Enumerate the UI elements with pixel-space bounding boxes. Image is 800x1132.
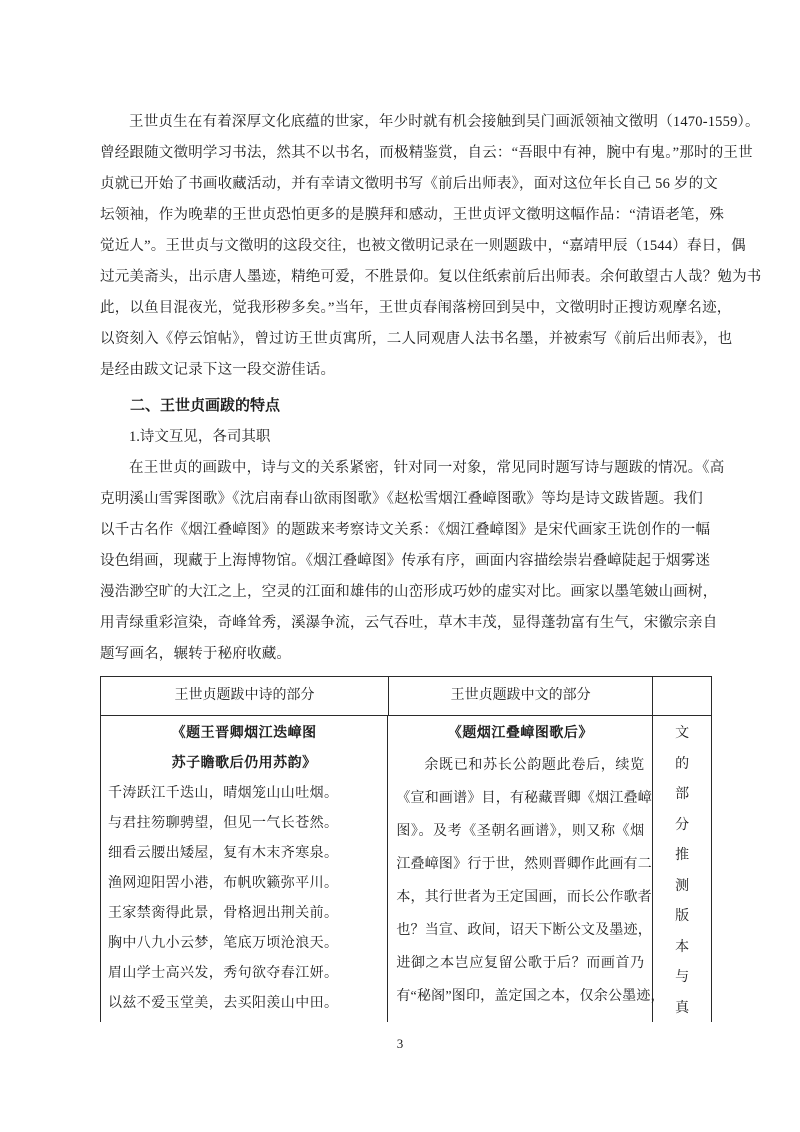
prose-line: 有“秘阁”图印，盖定国之本，仅余公墨迹， (396, 989, 665, 1004)
prose-line: 余既已和苏长公韵题此卷后，续览 (424, 758, 645, 773)
poem-line: 王家禁脔得此景，骨格迥出荆关前。 (108, 906, 339, 921)
paragraph-intro (100, 107, 762, 386)
prose-line: 江叠嶂图》行于世，然则晋卿作此画有二 (396, 857, 652, 872)
table-header-poem-column: 王世贞题跋中诗的部分 (101, 677, 389, 715)
prose-line: 《宣和画谱》目，有秘藏晋卿《烟江叠嶂 (396, 791, 652, 806)
side-note-char: 真 (675, 1000, 690, 1016)
side-note-char: 推 (675, 848, 690, 863)
prose-cell (388, 716, 665, 1022)
side-note-column (653, 716, 711, 1022)
poem-title-line2: 苏子瞻歌后仍用苏韵》 (171, 756, 317, 771)
paragraph-line: 是经由跋文记录下这一段交游佳话。 (100, 362, 336, 378)
prose-line: 图》。及考《圣朝名画谱》，则又称《烟 (396, 824, 645, 839)
poem-line: 渔网迎阳罟小港，布帆吹籁弥平川。 (108, 876, 339, 891)
paragraph-line: 漫浩渺空旷的大江之上，空灵的江面和雄伟的山峦形成巧妙的虚实对比。画家以墨笔皴山画树， (100, 584, 718, 600)
side-note-char: 版 (675, 909, 690, 924)
paragraph-line: 克明溪山雪霁图歌》《沈启南春山欲雨图歌》《赵松雪烟江叠嶂图歌》等均是诗文跋皆题。我们 (100, 491, 703, 507)
paragraph-line: 用青绿重彩渲染，奇峰耸秀，溪瀑争流，云气吞吐，草木丰茂，显得蓬勃富有生气，宋徽宗亲自 (100, 615, 718, 631)
paragraph-line: 题写画名，辗转于秘府收藏。 (100, 646, 292, 662)
table-header-prose-column: 王世贞题跋中文的部分 (389, 677, 653, 715)
table-header-row (101, 677, 711, 716)
prose-line: 进御之本岂应复留公歌于后？而画首乃 (396, 956, 645, 971)
prose-line: 本，其行世者为王定国画，而长公作歌者 (396, 890, 652, 905)
subsection-heading: 1.诗文互见，各司其职 (129, 429, 271, 445)
comparison-table (100, 676, 712, 1022)
table-body-row (101, 716, 711, 1022)
poem-line: 眉山学士高兴发，秀句欲夺春江妍。 (108, 966, 339, 981)
poem-line: 千涛跃江千迭山，晴烟笼山山吐烟。 (108, 786, 339, 801)
side-note-char: 测 (675, 878, 690, 894)
prose-line: 也？当宣、政间，诏天下断公文及墨迹， (396, 923, 652, 938)
page-number: 3 (396, 1036, 404, 1051)
paragraph-line: 在王世贞的画跋中，诗与文的关系紧密，针对同一对象，常见同时题写诗与题跋的情况。《高 (129, 460, 725, 476)
poem-cell (101, 716, 388, 1022)
paragraph-line: 坛领袖，作为晚辈的王世贞恐怕更多的是膜拜和感动，王世贞评文徵明这幅作品：“清语老笔，殊 (100, 207, 725, 223)
paragraph-analysis (100, 453, 725, 670)
paragraph-line: 以资刻入《停云馆帖》，曾过访王世贞寓所，二人同观唐人法书名墨，并被索写《前后出师表》，也 (100, 331, 733, 347)
paragraph-line: 曾经跟随文徵明学习书法，然其不以书名，而极精鉴赏，自云：“吾眼中有神，腕中有鬼。”那时的王世 (100, 145, 753, 161)
paragraph-line: 以千古名作《烟江叠嶂图》的题跋来考察诗文关系：《烟江叠嶂图》是宋代画家王诜创作的一幅 (100, 522, 711, 538)
paragraph-line: 设色绢画，现藏于上海博物馆。《烟江叠嶂图》传承有序，画面内容描绘崇岩叠嶂陡起于烟雾迷 (100, 553, 711, 569)
prose-lines (388, 749, 665, 1013)
side-note-char: 与 (675, 970, 690, 985)
poem-line: 胸中八九小云梦，笔底万顷沧浪天。 (108, 936, 339, 951)
paragraph-line: 过元美斋头，出示唐人墨迹，精绝可爱，不胜景仰。复以住纸索前后出师表。余何敢望古人哉？勉为书 (100, 269, 762, 285)
table-header-side-column (653, 677, 711, 715)
section-heading: 二、王世贞画跋的特点 (130, 398, 281, 414)
poem-title-line1: 《题王晋卿烟江迭嶂图 (171, 726, 317, 741)
paragraph-line: 贞就已开始了书画收藏活动，并有幸请文徵明书写《前后出师表》，面对这位年长自己 56 岁的文 (100, 176, 718, 192)
side-note-char: 本 (675, 939, 690, 955)
document-body (100, 107, 762, 670)
prose-title: 《题烟江叠嶂图歌后》 (447, 726, 593, 741)
poem-line: 以兹不爱玉堂美，去买阳羡山中田。 (108, 996, 339, 1011)
side-note-char: 的 (675, 756, 690, 772)
side-note-char: 文 (675, 726, 690, 741)
side-note-char: 分 (675, 817, 690, 833)
poem-line: 细看云腰出矮屋，复有木末齐寒泉。 (108, 846, 339, 861)
side-note-char: 部 (675, 787, 690, 802)
paragraph-line: 王世贞生在有着深厚文化底蕴的世家，年少时就有机会接触到吴门画派领袖文徵明（1470-1559）。 (129, 114, 760, 130)
paragraph-line: 此，以鱼目混夜光，觉我形秽多矣。”当年，王世贞春闱落榜回到吴中，文徵明时正搜访观摩名迹， (100, 300, 732, 316)
poem-line: 与君拄笏聊骋望，但见一气长苍然。 (108, 816, 339, 831)
poem-lines (101, 779, 387, 1019)
paragraph-line: 觉近人”。王世贞与文徵明的这段交往，也被文徵明记录在一则题跋中，“嘉靖甲辰（1544）春日，偶 (100, 238, 746, 254)
